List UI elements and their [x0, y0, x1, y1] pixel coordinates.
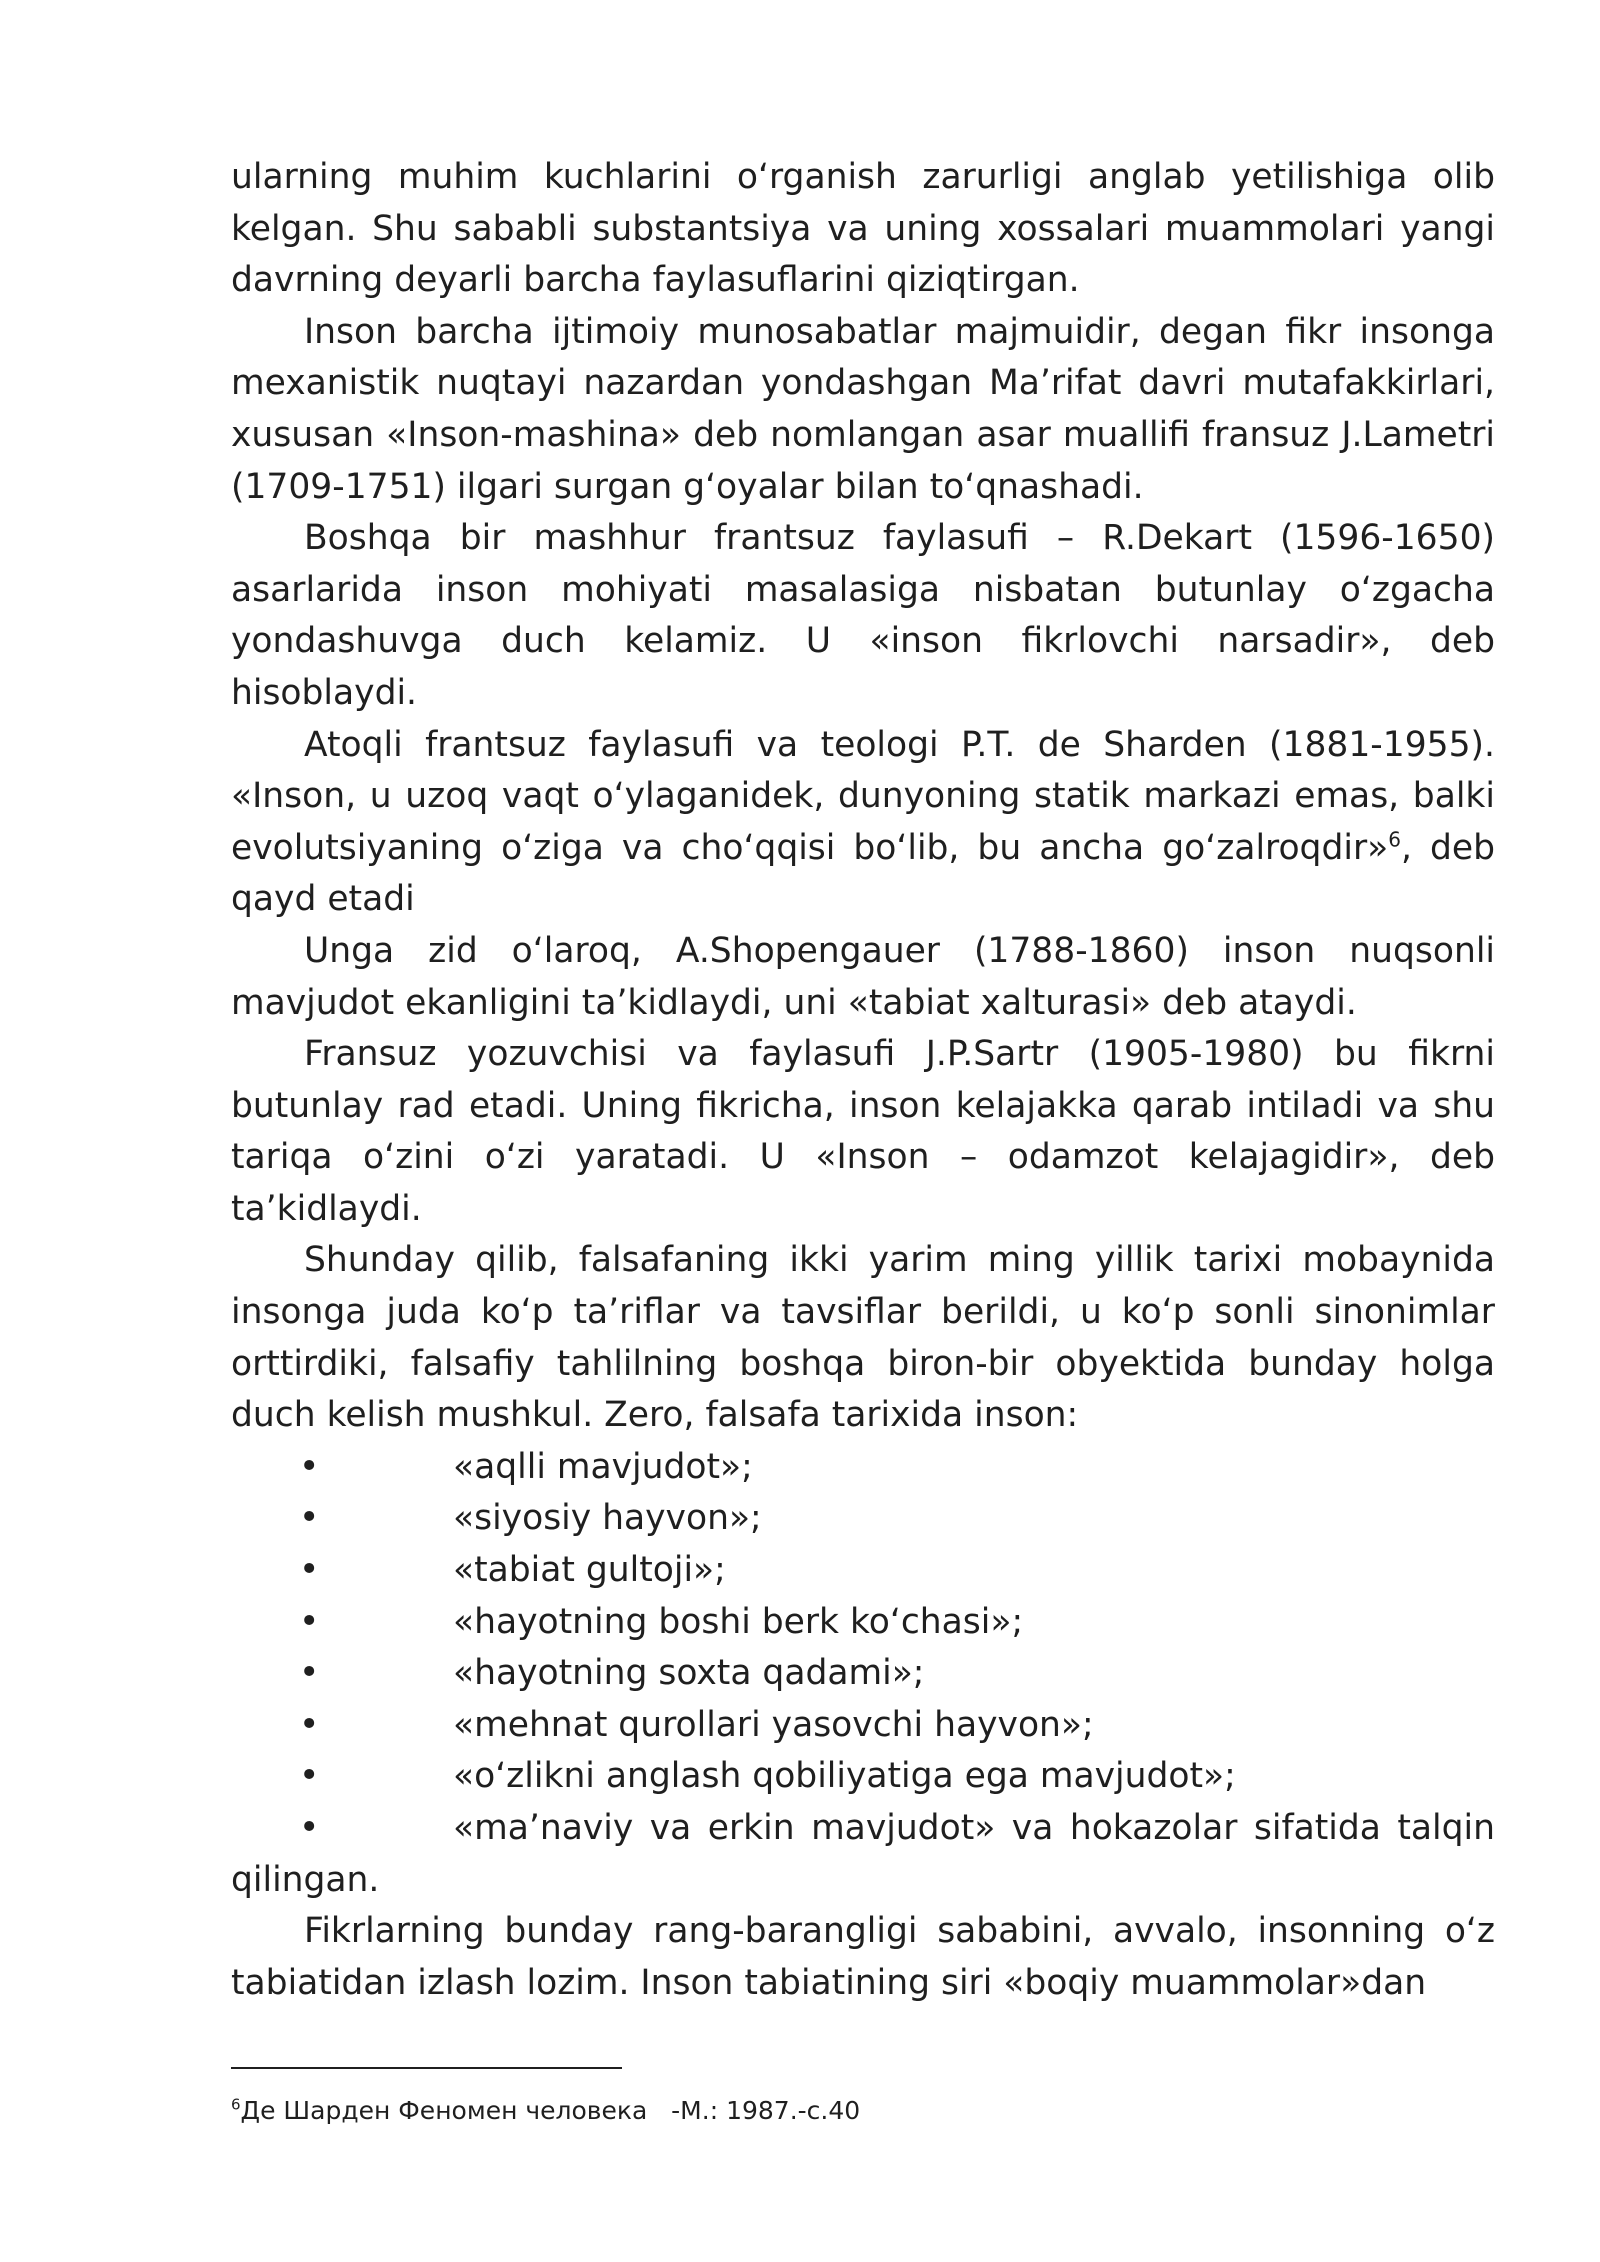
- bullet-icon: •: [299, 1550, 320, 1591]
- footnote: [231, 2093, 1495, 2129]
- list-item: [231, 1442, 1495, 1494]
- list-item-text: «ma’naviy va erkin mavjudot» va hokazolar sifatida talqin qilingan.: [231, 1808, 1495, 1900]
- paragraph-with-footnote: [231, 720, 1495, 926]
- footnote-mark: 6: [231, 2095, 241, 2114]
- bullet-icon: •: [299, 1601, 320, 1642]
- bullet-icon: •: [299, 1704, 320, 1745]
- list-item-text: «hayotning soxta qadami»;: [453, 1653, 925, 1694]
- list-item: [231, 1545, 1495, 1597]
- paragraph: Unga zid o‘laroq, A.Shopengauer (1788-1860) inson nuqsonli mavjudot ekanligini ta’kidlaydi, uni «tabiat xalturasi» deb ataydi.: [231, 930, 1495, 1023]
- footnote-text: Де Шарден Феномен человека -М.: 1987.-с.40: [240, 2096, 861, 2125]
- list-item-text: «hayotning boshi berk ko‘chasi»;: [453, 1601, 1024, 1642]
- list-item-text: «o‘zlikni anglash qobiliyatiga ega mavjudot»;: [453, 1756, 1236, 1797]
- list-item-text: «tabiat gultoji»;: [453, 1550, 726, 1591]
- list-item: [231, 1751, 1495, 1803]
- footnote-divider: [231, 2067, 622, 2069]
- list-item: [231, 1700, 1495, 1752]
- footnote-reference[interactable]: 6: [1388, 827, 1401, 852]
- bullet-icon: •: [299, 1653, 320, 1694]
- paragraph-text: , deb qayd etadi: [231, 827, 1495, 920]
- paragraph: Inson barcha ijtimoiy munosabatlar majmuidir, degan fikr insonga mexanistik nuqtayi nazardan yondashgan Ma’rifat davri mutafakkirlari, xususan «Inson-mashina» deb nomlangan asar muallifi fransuz J.Lametri (1709-1751) ilgari surgan g‘oyalar bilan to‘qnashadi.: [231, 311, 1495, 507]
- bullet-icon: •: [299, 1756, 320, 1797]
- paragraph: Boshqa bir mashhur frantsuz faylasufi – R.Dekart (1596-1650) asarlarida inson mohiyati masalasiga nisbatan butunlay o‘zgacha yondashuvga duch kelamiz. U «inson fikrlovchi narsadir», deb hisoblaydi.: [231, 518, 1495, 713]
- bullet-list: [231, 1442, 1495, 1906]
- paragraph-text: Atoqli frantsuz faylasufi va teologi P.T. de Sharden (1881-1955). «Inson, u uzoq vaqt o‘ylaganidek, dunyoning statik markazi emas, balki evolutsiyaning o‘ziga va cho‘qqisi bo‘lib, bu ancha go‘zalroqdir»: [231, 724, 1495, 868]
- list-item: [231, 1597, 1495, 1649]
- bullet-icon: •: [299, 1498, 320, 1539]
- list-item-text: «mehnat qurollari yasovchi hayvon»;: [453, 1704, 1094, 1745]
- paragraph: Shunday qilib, falsafaning ikki yarim ming yillik tarixi mobaynida insonga juda ko‘p ta’riflar va tavsiflar berildi, u ko‘p sonli sinonimlar orttirdiki, falsafiy tahlilning boshqa biron-bir obyektida bunday holga duch kelish mushkul. Zero, falsafa tarixida inson:: [231, 1240, 1495, 1436]
- bullet-icon: •: [299, 1446, 320, 1487]
- paragraph: Fransuz yozuvchisi va faylasufi J.P.Sartr (1905-1980) bu fikrni butunlay rad etadi. Uning fikricha, inson kelajakka qarab intiladi va shu tariqa o‘zini o‘zi yaratadi. U «Inson – odamzot kelajagidir», deb ta’kidlaydi.: [231, 1034, 1495, 1229]
- page-body: [231, 152, 1495, 2009]
- list-item-text: «siyosiy hayvon»;: [453, 1498, 762, 1539]
- paragraph: ularning muhim kuchlarini o‘rganish zarurligi anglab yetilishiga olib kelgan. Shu sababli substantsiya va uning xossalari muammolari yangi davrning deyarli barcha faylasuflarini qiziqtirgan.: [231, 157, 1495, 301]
- list-item: [231, 1803, 1495, 1906]
- list-item: [231, 1493, 1495, 1545]
- bullet-icon: •: [299, 1808, 320, 1848]
- list-item: [231, 1648, 1495, 1700]
- paragraph: Fikrlarning bunday rang-barangligi sababini, avvalo, insonning o‘z tabiatidan izlash lozim. Inson tabiatining siri «boqiy muammolar»dan: [231, 1911, 1495, 2003]
- list-item-text: «aqlli mavjudot»;: [453, 1446, 753, 1487]
